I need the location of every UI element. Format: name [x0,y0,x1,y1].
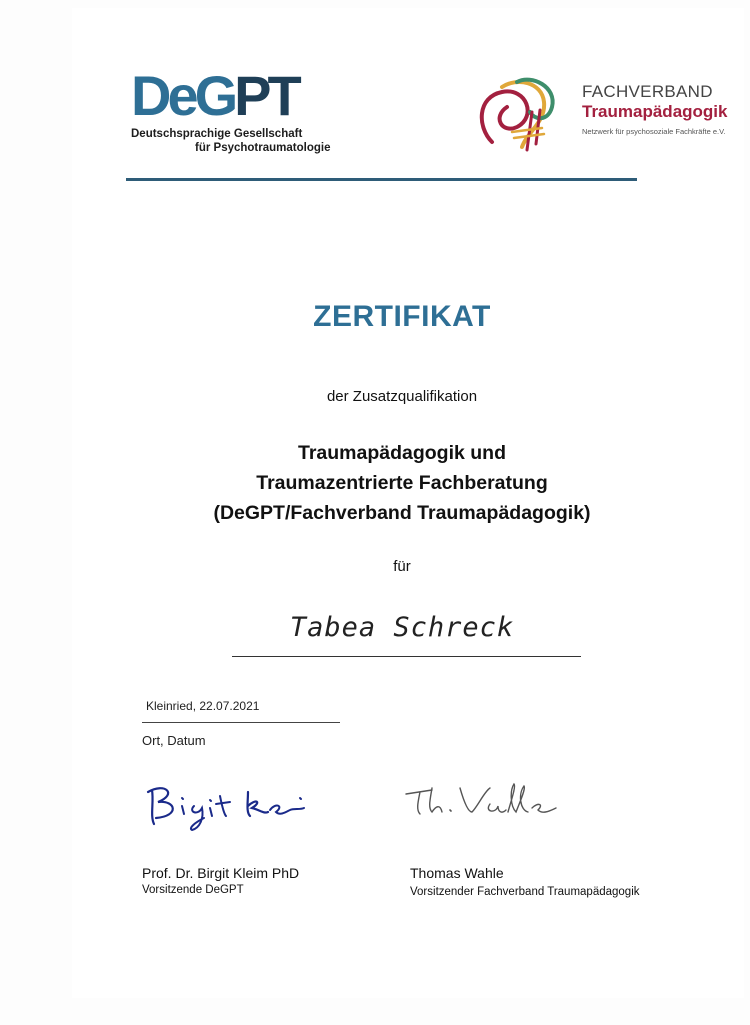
degpt-subtitle [131,127,330,155]
fachverband-knot-icon [472,72,562,152]
degpt-subtitle-line1: Deutschsprachige Gesellschaft [131,128,303,140]
certificate-title: ZERTIFIKAT [313,300,491,333]
degpt-wordmark [131,66,298,126]
fachverband-tagline: Netzwerk für psychosoziale Fachkräfte e.V. [582,127,726,136]
signer-role-kleim: Vorsitzende DeGPT [142,884,244,896]
qualification-line-3: (DeGPT/Fachverband Traumapädagogik) [213,502,591,524]
degpt-subtitle-line2: für Psychotraumatologie [195,142,331,154]
qualification-line-2: Traumazentrierte Fachberatung [256,472,548,494]
signature-kleim [140,772,330,832]
fachverband-name: Traumapädagogik [582,102,728,121]
degpt-logo [131,64,371,162]
signer-name-wahle: Thomas Wahle [410,865,504,881]
qualification-line-1: Traumapädagogik und [297,442,507,464]
recipient-underline [232,656,581,657]
place-date-rule [142,722,340,723]
signer-name-kleim: Prof. Dr. Birgit Kleim PhD [142,865,300,881]
qualification-intro: der Zusatzqualifikation [326,388,478,405]
for-label: für [393,558,411,575]
fachverband-title: FACHVERBAND [582,82,713,101]
header-divider [126,178,637,181]
signer-role-wahle: Vorsitzender Fachverband Traumapädagogik [410,886,640,898]
place-date-label: Ort, Datum [142,733,206,748]
signature-wahle [398,772,578,822]
degpt-wordmark-part2: PT [234,64,298,127]
degpt-wordmark-part1: DeG [131,64,235,127]
place-date-value: Kleinried, 22.07.2021 [146,699,260,713]
recipient-name: Tabea Schreck [289,612,515,643]
fachverband-logo [472,72,747,152]
